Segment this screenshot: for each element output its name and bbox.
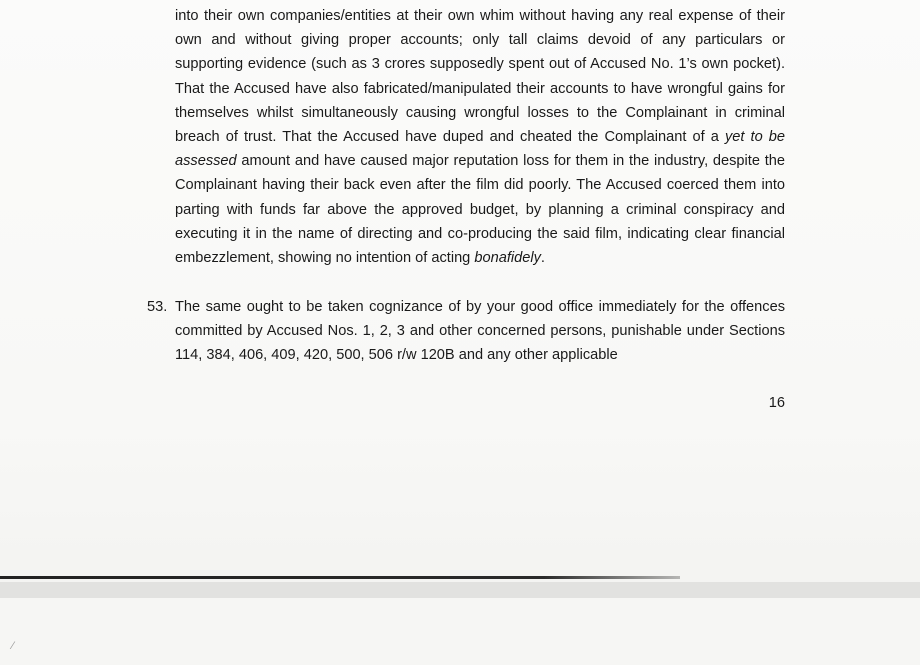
paragraph-text-part-2: amount and have caused major reputation loss for them in the industry, despite the Complainant having their back even after the film did poorly. The Accused coerced them into parting with funds far above the approved budget, by planning a criminal conspiracy and executing it in the name of directing and co-producing the said film, indicating clear financial embezzlement, showing no intention of acting	[175, 153, 785, 267]
page-gap	[0, 582, 920, 598]
numbered-item-53	[147, 295, 785, 368]
page-bottom-rule	[0, 576, 680, 579]
footer-mark: ⁄	[12, 640, 14, 652]
page-number: 16	[768, 395, 785, 411]
item-number: 53.	[147, 299, 168, 315]
item-53-text: The same ought to be taken cognizance of by your good office immediately for the offences committed by Accused Nos. 1, 2, 3 and other concerned persons, punishable under Sections 114, 384, 406, 409, 420, 500, 506 r/w 120B and any other applicable	[175, 299, 785, 364]
next-page-area	[0, 598, 920, 665]
paragraph-text-part-1: into their own companies/entities at their own whim without having any real expense of their own and without giving proper accounts; only tall claims devoid of any particulars or supporting evidence (such as 3 crores supposedly spent out of Accused No. 1’s own pocket). That the Accused have also fabricated/manipulated their accounts to have wrongful gains for themselves whilst simultaneously causing wrongful losses to the Complainant in criminal breach of trust. That the Accused have duped and cheated the Complainant of a	[175, 8, 785, 146]
italic-word-bonafidely: bonafidely	[474, 250, 541, 267]
continuation-paragraph	[175, 4, 785, 270]
italic-phrase-assessed: yet to be assessed	[175, 129, 786, 170]
paragraph-text-end: .	[540, 250, 545, 267]
paragraph-text	[175, 4, 785, 270]
